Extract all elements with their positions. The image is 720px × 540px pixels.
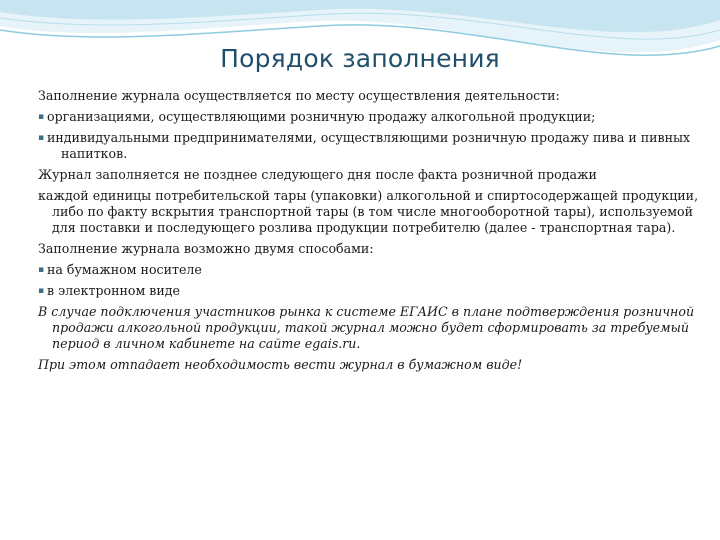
bullet-text: индивидуальными предпринимателями, осуществляющими розничную продажу пива и пивных напитков. (47, 130, 691, 161)
paragraph-intro: Заполнение журнала осуществляется по месту осуществления деятельности: (38, 88, 560, 103)
paragraph-egais: В случае подключения участников рынка к системе ЕГАИС в плане подтверждения розничной продажи алкогольной продукции, такой журнал можно будет сформировать за требуемый период в личном кабинете на сайте egais.ru. (38, 304, 695, 351)
slide-body (38, 88, 710, 378)
bullet-electronic (38, 283, 710, 299)
bullet-text: в электронном виде (47, 283, 180, 298)
bullet-marker-icon: ▪ (38, 265, 45, 275)
slide-title: Порядок заполнения (220, 44, 500, 73)
bullet-marker-icon: ▪ (38, 286, 45, 296)
paragraph-methods: Заполнение журнала возможно двумя способами: (38, 241, 374, 256)
bullet-text: организациями, осуществляющими розничную продажу алкогольной продукции; (47, 109, 596, 124)
paragraph-units: каждой единицы потребительской тары (упаковки) алкогольной и спиртосодержащей продукции, либо по факту вскрытия транспортной тары (в том числе многооборотной тары), используемой для поставки и последующего розлива продукции потребителю (далее - транспортная тара). (38, 188, 699, 235)
paragraph-deadline: Журнал заполняется не позднее следующего дня после факта розничной продажи (38, 167, 597, 182)
paragraph-conclusion: При этом отпадает необходимость вести журнал в бумажном виде! (38, 357, 523, 372)
bullet-entrepreneurs (38, 130, 710, 162)
bullet-marker-icon: ▪ (38, 112, 45, 122)
bullet-organizations (38, 109, 710, 125)
bullet-text: на бумажном носителе (47, 262, 202, 277)
bullet-marker-icon: ▪ (38, 133, 45, 143)
bullet-paper (38, 262, 710, 278)
